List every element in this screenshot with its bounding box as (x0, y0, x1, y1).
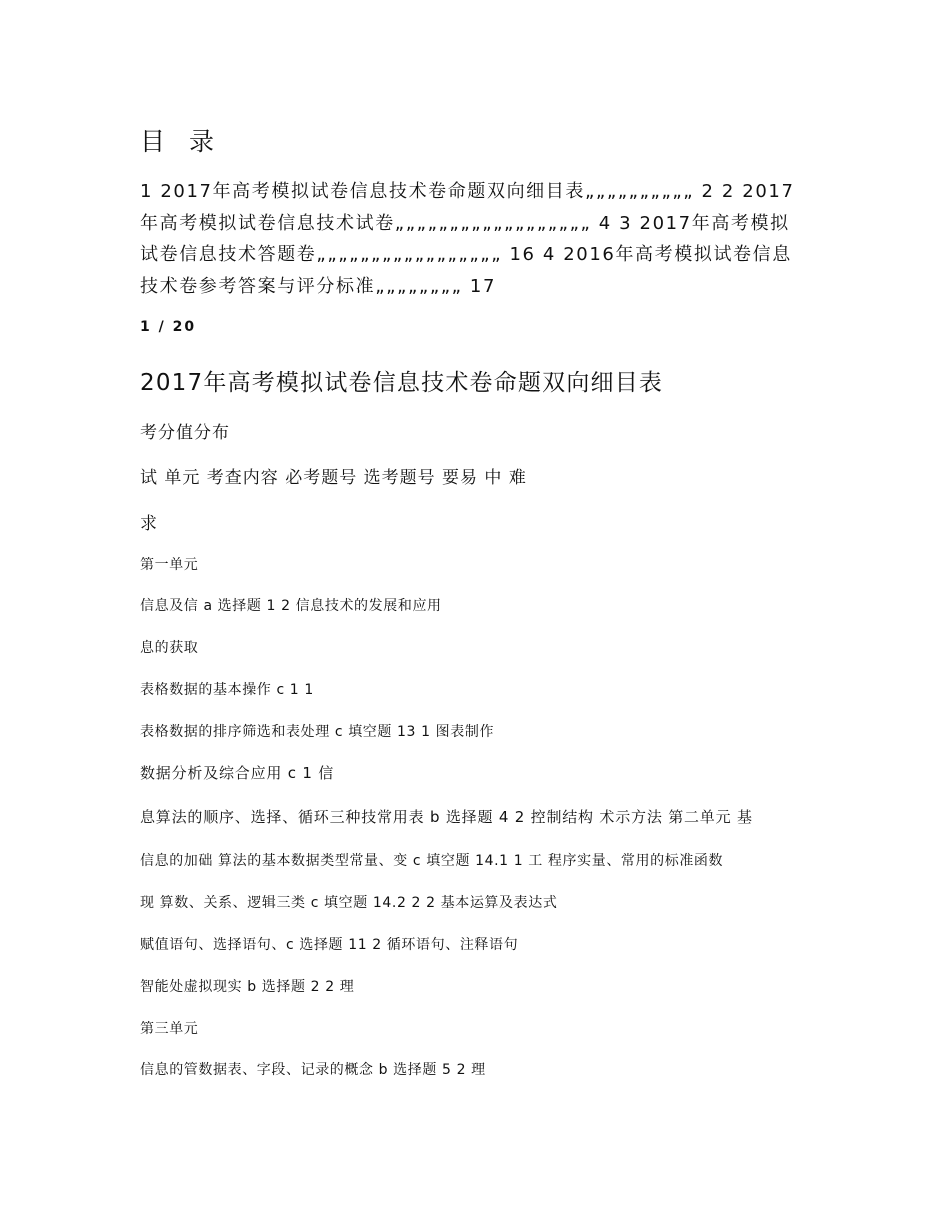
document-heading: 2017年高考模拟试卷信息技术卷命题双向细目表 (140, 370, 664, 396)
text-line: 智能处虚拟现实 b 选择题 2 2 理 (140, 979, 355, 995)
text-line: 信息的加础 算法的基本数据类型常量、变 c 填空题 14.1 1 工 程序实量、常用的标准函数 (140, 853, 724, 869)
text-line: 息的获取 (140, 640, 199, 656)
text-line: 表格数据的排序筛选和表处理 c 填空题 13 1 图表制作 (140, 724, 495, 740)
text-line: 信息及信 a 选择题 1 2 信息技术的发展和应用 (140, 598, 442, 614)
text-line: 赋值语句、选择语句、c 选择题 11 2 循环语句、注释语句 (140, 937, 519, 953)
text-line: 第三单元 (140, 1021, 199, 1037)
text-line: 数据分析及综合应用 c 1 信 (140, 764, 335, 782)
text-line: 息算法的顺序、选择、循环三种技常用表 b 选择题 4 2 控制结构 术示方法 第二单元 基 (140, 808, 753, 826)
text-line: 表格数据的基本操作 c 1 1 (140, 682, 314, 698)
text-line: 求 (140, 514, 158, 534)
text-line: 信息的管数据表、字段、记录的概念 b 选择题 5 2 理 (140, 1062, 486, 1078)
text-line: 试 单元 考查内容 必考题号 选考题号 要易 中 难 (140, 468, 527, 488)
text-line: 考分值分布 (140, 423, 230, 443)
text-line: 第一单元 (140, 557, 199, 573)
page-number: 1 / 20 (140, 319, 197, 335)
toc-title: 目 录 (140, 127, 222, 156)
toc-body: 1 2017年高考模拟试卷信息技术卷命题双向细目表„„„„„„„„„„ 2 2 2017年高考模拟试卷信息技术试卷„„„„„„„„„„„„„„„„„„ 4 3 2017年高考模拟试卷信息技术答题卷„„„„„„„„„„„„„„„„„ 16 4 2016年高考模拟试卷信息技术卷参考答案与评分标准„„„„„„„„ 17 (140, 181, 795, 297)
text-line: 现 算数、关系、逻辑三类 c 填空题 14.2 2 2 基本运算及表达式 (140, 895, 558, 911)
